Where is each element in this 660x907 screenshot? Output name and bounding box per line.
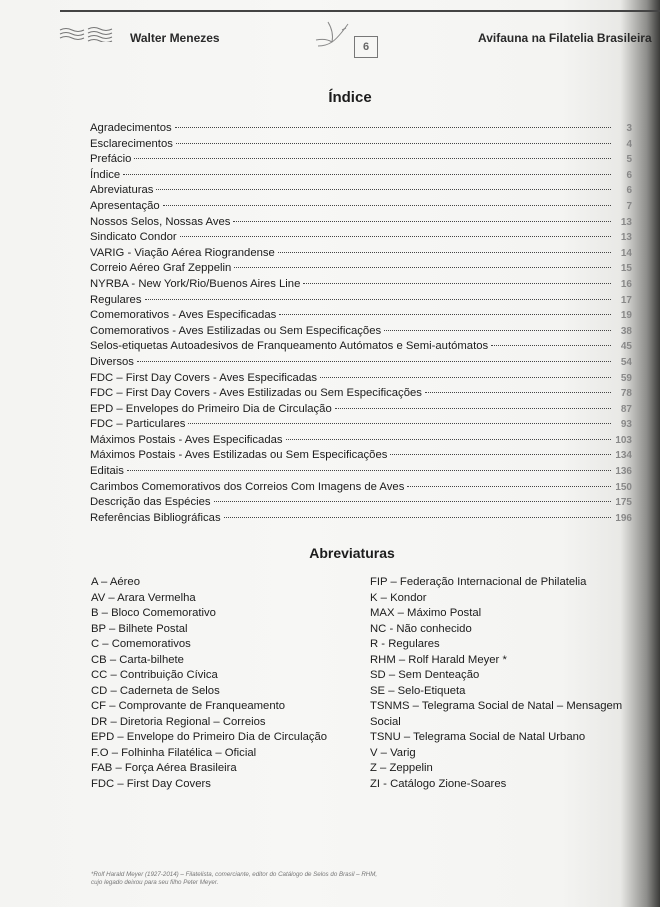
- toc-entry: [90, 137, 632, 153]
- toc-leader-dots: [303, 283, 611, 284]
- toc-leader-dots: [233, 221, 611, 222]
- abbreviation-item: FIP – Federação Internacional de Philatelia: [370, 576, 587, 588]
- toc-leader-dots: [214, 501, 611, 502]
- toc-entry: [90, 417, 632, 433]
- footnote: [91, 871, 511, 887]
- toc-entry-label: Editais: [90, 465, 124, 478]
- toc-entry-label: Descrição das Espécies: [90, 496, 211, 509]
- toc-entry: [90, 495, 632, 511]
- toc-entry-label: Regulares: [90, 293, 142, 306]
- toc-entry: [90, 199, 632, 215]
- toc-entry-page: 136: [615, 466, 632, 478]
- toc-entry-label: Índice: [90, 168, 121, 181]
- header-book-title: Avifauna na Filatelia Brasileira: [478, 31, 652, 45]
- toc-entry: [90, 402, 632, 418]
- toc-entry: [90, 121, 632, 137]
- abbreviation-item: MAX – Máximo Postal: [370, 607, 482, 619]
- toc-entry: [90, 433, 632, 449]
- toc-entry-label: FDC – First Day Covers - Aves Especificadas: [90, 371, 318, 384]
- toc-entry-page: 93: [620, 419, 632, 431]
- toc-leader-dots: [134, 158, 611, 159]
- toc-leader-dots: [278, 252, 611, 253]
- toc-entry-label: NYRBA - New York/Rio/Buenos Aires Line: [90, 277, 301, 290]
- toc-entry-label: Nossos Selos, Nossas Aves: [90, 215, 231, 228]
- toc-entry: [90, 277, 632, 293]
- toc-entry-label: Prefácio: [90, 153, 132, 166]
- toc-entry-page: 5: [626, 154, 632, 166]
- abbreviation-item: EPD – Envelope do Primeiro Dia de Circulação: [91, 731, 328, 743]
- toc-leader-dots: [127, 470, 611, 471]
- toc-entry-page: 103: [615, 434, 632, 446]
- abbreviations-left-column: [91, 575, 327, 792]
- toc-leader-dots: [390, 454, 611, 455]
- toc-entry-page: 87: [620, 403, 632, 415]
- toc-leader-dots: [491, 345, 611, 346]
- toc-entry-page: 45: [620, 341, 632, 353]
- toc-entry-page: 59: [620, 372, 632, 384]
- page-number: 6: [354, 36, 378, 58]
- abbreviation-item: RHM – Rolf Harald Meyer *: [370, 653, 507, 666]
- table-of-contents: [90, 121, 632, 526]
- toc-entry-page: 14: [620, 247, 632, 259]
- abbreviation-item: SE – Selo-Etiqueta: [370, 684, 466, 697]
- toc-entry-page: 54: [620, 356, 632, 368]
- toc-entry: [90, 355, 632, 371]
- abbreviation-item: FDC – First Day Covers: [91, 777, 211, 790]
- toc-entry-label: FDC – First Day Covers - Aves Estilizadas ou Sem Especificações: [90, 387, 422, 400]
- toc-entry-label: Referências Bibliográficas: [90, 511, 221, 524]
- abbreviation-item: ZI - Catálogo Zione-Soares: [370, 777, 507, 790]
- abbreviation-item: CC – Contribuição Cívica: [91, 669, 218, 681]
- toc-leader-dots: [163, 205, 611, 206]
- toc-leader-dots: [407, 486, 611, 487]
- abbreviation-item: CF – Comprovante de Franqueamento: [91, 700, 286, 712]
- footnote-line: cujo legado deixou para seu filho Peter Meyer.: [91, 879, 219, 886]
- toc-entry-label: EPD – Envelopes do Primeiro Dia de Circulação: [90, 402, 332, 415]
- toc-leader-dots: [320, 377, 611, 378]
- abbreviation-item: V – Varig: [370, 746, 416, 759]
- toc-leader-dots: [286, 439, 611, 440]
- toc-leader-dots: [335, 408, 611, 409]
- abbreviations-title: Abreviaturas: [309, 545, 395, 561]
- abbreviation-item: CB – Carta-bilhete: [91, 653, 184, 666]
- toc-entry-label: Máximos Postais - Aves Estilizadas ou Sem Especificações: [90, 449, 388, 462]
- toc-entry-label: Abreviaturas: [90, 184, 154, 197]
- abbreviation-item: F.O – Folhinha Filatélica – Oficial: [91, 746, 257, 759]
- toc-leader-dots: [180, 236, 611, 237]
- toc-entry-page: 134: [615, 450, 632, 462]
- toc-entry-page: 6: [626, 169, 632, 181]
- toc-leader-dots: [279, 314, 611, 315]
- toc-entry: [90, 511, 632, 527]
- postmark-icon: [58, 26, 114, 42]
- toc-leader-dots: [224, 517, 611, 518]
- toc-entry-label: Agradecimentos: [90, 122, 172, 134]
- toc-entry: [90, 261, 632, 277]
- toc-entry-page: 175: [615, 497, 632, 509]
- toc-entry-label: VARIG - Viação Aérea Riograndense: [90, 246, 275, 259]
- toc-entry: [90, 183, 632, 199]
- abbreviation-item: BP – Bilhete Postal: [91, 622, 188, 635]
- toc-entry-page: 196: [615, 512, 632, 524]
- toc-leader-dots: [176, 143, 611, 144]
- footnote-line: *Rolf Harald Meyer (1927-2014) – Filatelista, comerciante, editor do Catálogo de Selos do Brasil – RHM,: [91, 871, 378, 878]
- abbreviation-item: B – Bloco Comemorativo: [91, 607, 216, 619]
- toc-entry: [90, 448, 632, 464]
- abbreviation-item: SD – Sem Denteação: [370, 669, 480, 681]
- toc-entry-page: 7: [626, 200, 632, 212]
- toc-entry-label: FDC – Particulares: [90, 418, 186, 431]
- index-title: Índice: [328, 89, 372, 106]
- toc-entry-page: 13: [620, 216, 632, 228]
- abbreviation-item: Social: [370, 715, 401, 728]
- abbreviation-item: NC - Não conhecido: [370, 622, 472, 635]
- toc-entry: [90, 152, 632, 168]
- toc-entry-page: 17: [620, 294, 632, 306]
- toc-entry-page: 15: [620, 263, 632, 275]
- abbreviation-item: R - Regulares: [370, 638, 440, 650]
- abbreviation-item: AV – Arara Vermelha: [91, 591, 196, 604]
- toc-entry: [90, 371, 632, 387]
- toc-entry: [90, 246, 632, 262]
- toc-entry-label: Esclarecimentos: [90, 137, 173, 150]
- toc-entry-page: 13: [620, 232, 632, 244]
- toc-entry: [90, 339, 632, 355]
- abbreviation-item: K – Kondor: [370, 591, 427, 604]
- abbreviation-item: A – Aéreo: [91, 576, 140, 588]
- toc-entry: [90, 324, 632, 340]
- toc-leader-dots: [234, 267, 611, 268]
- toc-entry-page: 78: [620, 388, 632, 400]
- toc-entry: [90, 293, 632, 309]
- toc-leader-dots: [137, 361, 611, 362]
- toc-entry-label: Sindicato Condor: [90, 231, 177, 244]
- abbreviations-right-column: [370, 575, 622, 792]
- toc-entry: [90, 480, 632, 496]
- toc-entry-label: Correio Aéreo Graf Zeppelin: [90, 262, 232, 275]
- toc-entry: [90, 215, 632, 231]
- abbreviation-item: TSNMS – Telegrama Social de Natal – Mensagem: [370, 700, 623, 712]
- toc-entry: [90, 386, 632, 402]
- toc-entry-page: 19: [620, 310, 632, 322]
- toc-entry-page: 150: [615, 481, 632, 493]
- bird-icon: [312, 18, 352, 50]
- toc-leader-dots: [188, 423, 611, 424]
- abbreviation-item: FAB – Força Aérea Brasileira: [91, 762, 237, 774]
- header-author: Walter Menezes: [130, 31, 220, 45]
- abbreviation-item: CD – Caderneta de Selos: [91, 684, 220, 697]
- abbreviation-item: TSNU – Telegrama Social de Natal Urbano: [370, 731, 586, 743]
- toc-entry-label: Comemorativos - Aves Estilizadas ou Sem Especificações: [90, 324, 382, 337]
- toc-entry: [90, 168, 632, 184]
- toc-entry-page: 16: [620, 278, 632, 290]
- toc-leader-dots: [145, 299, 612, 300]
- toc-entry: [90, 230, 632, 246]
- toc-entry-label: Selos-etiquetas Autoadesivos de Franqueamento Autómatos e Semi-autómatos: [90, 340, 489, 353]
- toc-entry-label: Máximos Postais - Aves Especificadas: [90, 433, 283, 446]
- abbreviation-item: Z – Zeppelin: [370, 762, 433, 774]
- toc-leader-dots: [384, 330, 611, 331]
- toc-leader-dots: [123, 174, 611, 175]
- toc-leader-dots: [156, 189, 611, 190]
- toc-entry-label: Comemorativos - Aves Especificadas: [90, 309, 277, 322]
- toc-entry-label: Carimbos Comemorativos dos Correios Com Imagens de Aves: [90, 480, 405, 493]
- toc-entry-label: Apresentação: [90, 199, 160, 212]
- toc-entry-label: Diversos: [90, 355, 134, 368]
- abbreviation-item: DR – Diretoria Regional – Correios: [91, 715, 266, 728]
- abbreviation-item: C – Comemorativos: [91, 638, 191, 650]
- toc-entry-page: 3: [626, 123, 632, 134]
- toc-entry-page: 6: [626, 185, 632, 197]
- toc-entry-page: 38: [620, 325, 632, 337]
- toc-entry-page: 4: [626, 138, 632, 150]
- toc-entry: [90, 464, 632, 480]
- toc-leader-dots: [175, 127, 611, 128]
- toc-leader-dots: [425, 392, 611, 393]
- top-rule: [60, 10, 660, 12]
- toc-entry: [90, 308, 632, 324]
